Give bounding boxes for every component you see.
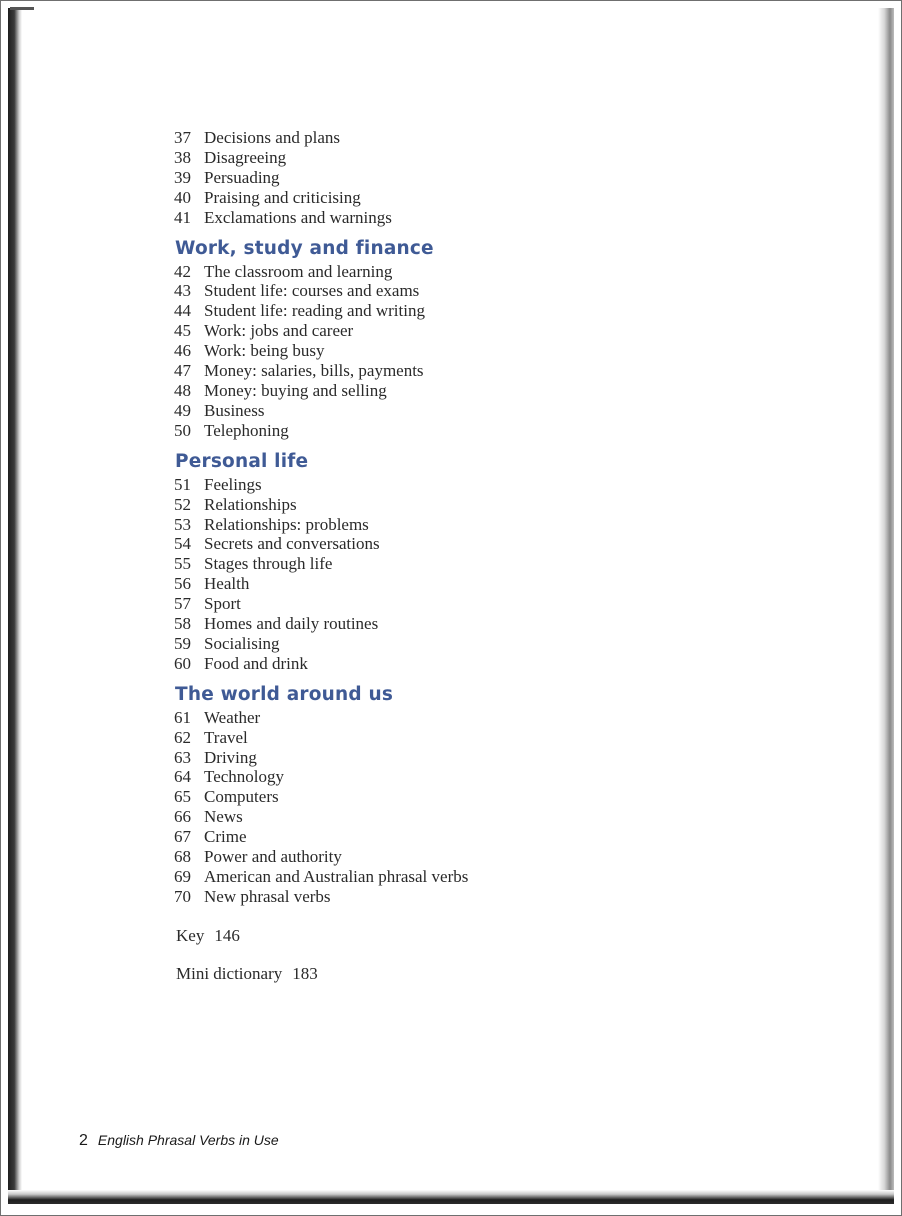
toc-item bbox=[174, 341, 734, 361]
unit-title: Business bbox=[204, 400, 265, 420]
unit-number: 38 bbox=[174, 147, 191, 167]
extra-label: Mini dictionary bbox=[176, 963, 283, 983]
toc-item bbox=[174, 515, 734, 535]
toc-item bbox=[174, 168, 734, 188]
toc-item bbox=[174, 728, 734, 748]
unit-number: 40 bbox=[174, 187, 191, 207]
toc-item bbox=[174, 867, 734, 887]
unit-number: 65 bbox=[174, 787, 191, 807]
unit-number: 64 bbox=[174, 767, 191, 787]
unit-number: 58 bbox=[174, 614, 191, 634]
unit-number: 46 bbox=[174, 341, 191, 361]
extra-page-number: 183 bbox=[292, 963, 318, 983]
unit-number: 59 bbox=[174, 633, 191, 653]
unit-number: 47 bbox=[174, 361, 191, 381]
section-heading: Work, study and finance bbox=[175, 237, 434, 259]
toc-item bbox=[174, 262, 734, 282]
page-footer bbox=[79, 1132, 279, 1150]
section-heading: The world around us bbox=[175, 683, 394, 705]
unit-title: Work: jobs and career bbox=[204, 321, 354, 341]
unit-number: 61 bbox=[174, 707, 191, 727]
unit-number: 39 bbox=[174, 167, 191, 187]
unit-title: News bbox=[204, 807, 243, 827]
toc-item bbox=[174, 281, 734, 301]
unit-number: 49 bbox=[174, 400, 191, 420]
toc-item bbox=[174, 128, 734, 148]
unit-number: 60 bbox=[174, 653, 191, 673]
toc-item bbox=[174, 767, 734, 787]
unit-number: 50 bbox=[174, 420, 191, 440]
unit-number: 66 bbox=[174, 807, 191, 827]
toc-item bbox=[174, 321, 734, 341]
unit-title: Exclamations and warnings bbox=[204, 207, 392, 227]
toc-item bbox=[174, 554, 734, 574]
scan-bottom-shadow bbox=[8, 1190, 894, 1204]
unit-number: 41 bbox=[174, 207, 191, 227]
unit-title: Computers bbox=[204, 787, 279, 807]
unit-number: 70 bbox=[174, 886, 191, 906]
toc-item bbox=[174, 534, 734, 554]
unit-title: Money: salaries, bills, payments bbox=[204, 361, 424, 381]
toc-item bbox=[174, 495, 734, 515]
unit-title: Weather bbox=[204, 707, 261, 727]
toc-item bbox=[174, 381, 734, 401]
toc-item bbox=[174, 827, 734, 847]
unit-title: Relationships: problems bbox=[204, 514, 369, 534]
unit-number: 43 bbox=[174, 281, 191, 301]
unit-title: Power and authority bbox=[204, 847, 342, 867]
toc-item bbox=[174, 748, 734, 768]
book-title: English Phrasal Verbs in Use bbox=[97, 1132, 279, 1148]
unit-number: 53 bbox=[174, 514, 191, 534]
unit-title: Decisions and plans bbox=[204, 128, 340, 147]
unit-title: Work: being busy bbox=[204, 341, 325, 361]
toc-item bbox=[174, 421, 734, 441]
unit-number: 51 bbox=[174, 474, 191, 494]
unit-number: 37 bbox=[174, 128, 191, 147]
unit-title: Driving bbox=[204, 747, 257, 767]
toc-item bbox=[174, 188, 734, 208]
unit-title: American and Australian phrasal verbs bbox=[204, 867, 469, 886]
unit-title: Travel bbox=[204, 727, 248, 747]
unit-title: Money: buying and selling bbox=[204, 380, 387, 400]
unit-title: Crime bbox=[204, 827, 247, 847]
unit-number: 57 bbox=[174, 594, 191, 614]
section-heading: Personal life bbox=[175, 450, 309, 472]
section-world-around-us bbox=[174, 684, 734, 907]
key-entry bbox=[176, 926, 734, 946]
unit-number: 63 bbox=[174, 747, 191, 767]
toc-item bbox=[174, 301, 734, 321]
toc-item bbox=[174, 807, 734, 827]
unit-number: 54 bbox=[174, 534, 191, 554]
page-number: 2 bbox=[79, 1132, 88, 1149]
toc-item bbox=[174, 401, 734, 421]
unit-title: Feelings bbox=[204, 474, 262, 494]
unit-number: 67 bbox=[174, 827, 191, 847]
unit-title: Student life: courses and exams bbox=[204, 281, 420, 301]
mini-dictionary-entry bbox=[176, 964, 734, 984]
section-personal-life bbox=[174, 451, 734, 674]
unit-number: 56 bbox=[174, 574, 191, 594]
unit-number: 62 bbox=[174, 727, 191, 747]
unit-number: 68 bbox=[174, 847, 191, 867]
unit-title: Technology bbox=[204, 767, 285, 787]
unit-title: New phrasal verbs bbox=[204, 886, 331, 906]
unit-title: Disagreeing bbox=[204, 147, 287, 167]
unit-title: Stages through life bbox=[204, 554, 333, 574]
toc-item bbox=[174, 208, 734, 228]
toc-item bbox=[174, 887, 734, 907]
section-work-study-finance bbox=[174, 238, 734, 441]
toc-item bbox=[174, 787, 734, 807]
unit-title: Health bbox=[204, 574, 250, 594]
unit-number: 52 bbox=[174, 494, 191, 514]
unit-number: 45 bbox=[174, 321, 191, 341]
unit-title: The classroom and learning bbox=[204, 261, 393, 281]
unit-number: 44 bbox=[174, 301, 191, 321]
unit-title: Sport bbox=[204, 594, 241, 614]
toc-item bbox=[174, 475, 734, 495]
unit-title: Relationships bbox=[204, 494, 297, 514]
unit-number: 42 bbox=[174, 261, 191, 281]
table-of-contents bbox=[174, 128, 734, 984]
unit-number: 55 bbox=[174, 554, 191, 574]
toc-item bbox=[174, 594, 734, 614]
unit-number: 48 bbox=[174, 380, 191, 400]
toc-item bbox=[174, 847, 734, 867]
extra-page-number: 146 bbox=[214, 925, 240, 945]
unit-title: Praising and criticising bbox=[204, 187, 361, 207]
unit-title: Food and drink bbox=[204, 653, 308, 673]
unit-title: Telephoning bbox=[204, 420, 289, 440]
toc-item bbox=[174, 708, 734, 728]
unit-title: Secrets and conversations bbox=[204, 534, 380, 554]
toc-item bbox=[174, 654, 734, 674]
unit-title: Student life: reading and writing bbox=[204, 301, 425, 321]
unit-title: Socialising bbox=[204, 633, 280, 653]
extra-label: Key bbox=[176, 925, 205, 945]
intro-list bbox=[174, 128, 734, 228]
scan-left-shadow bbox=[8, 8, 22, 1198]
scan-right-shadow bbox=[878, 8, 894, 1198]
unit-number: 69 bbox=[174, 867, 191, 886]
toc-item bbox=[174, 614, 734, 634]
unit-title: Homes and daily routines bbox=[204, 614, 379, 634]
toc-item bbox=[174, 574, 734, 594]
toc-item bbox=[174, 361, 734, 381]
toc-item bbox=[174, 148, 734, 168]
scan-corner-mark bbox=[10, 7, 34, 10]
toc-item bbox=[174, 634, 734, 654]
unit-title: Persuading bbox=[204, 167, 280, 187]
